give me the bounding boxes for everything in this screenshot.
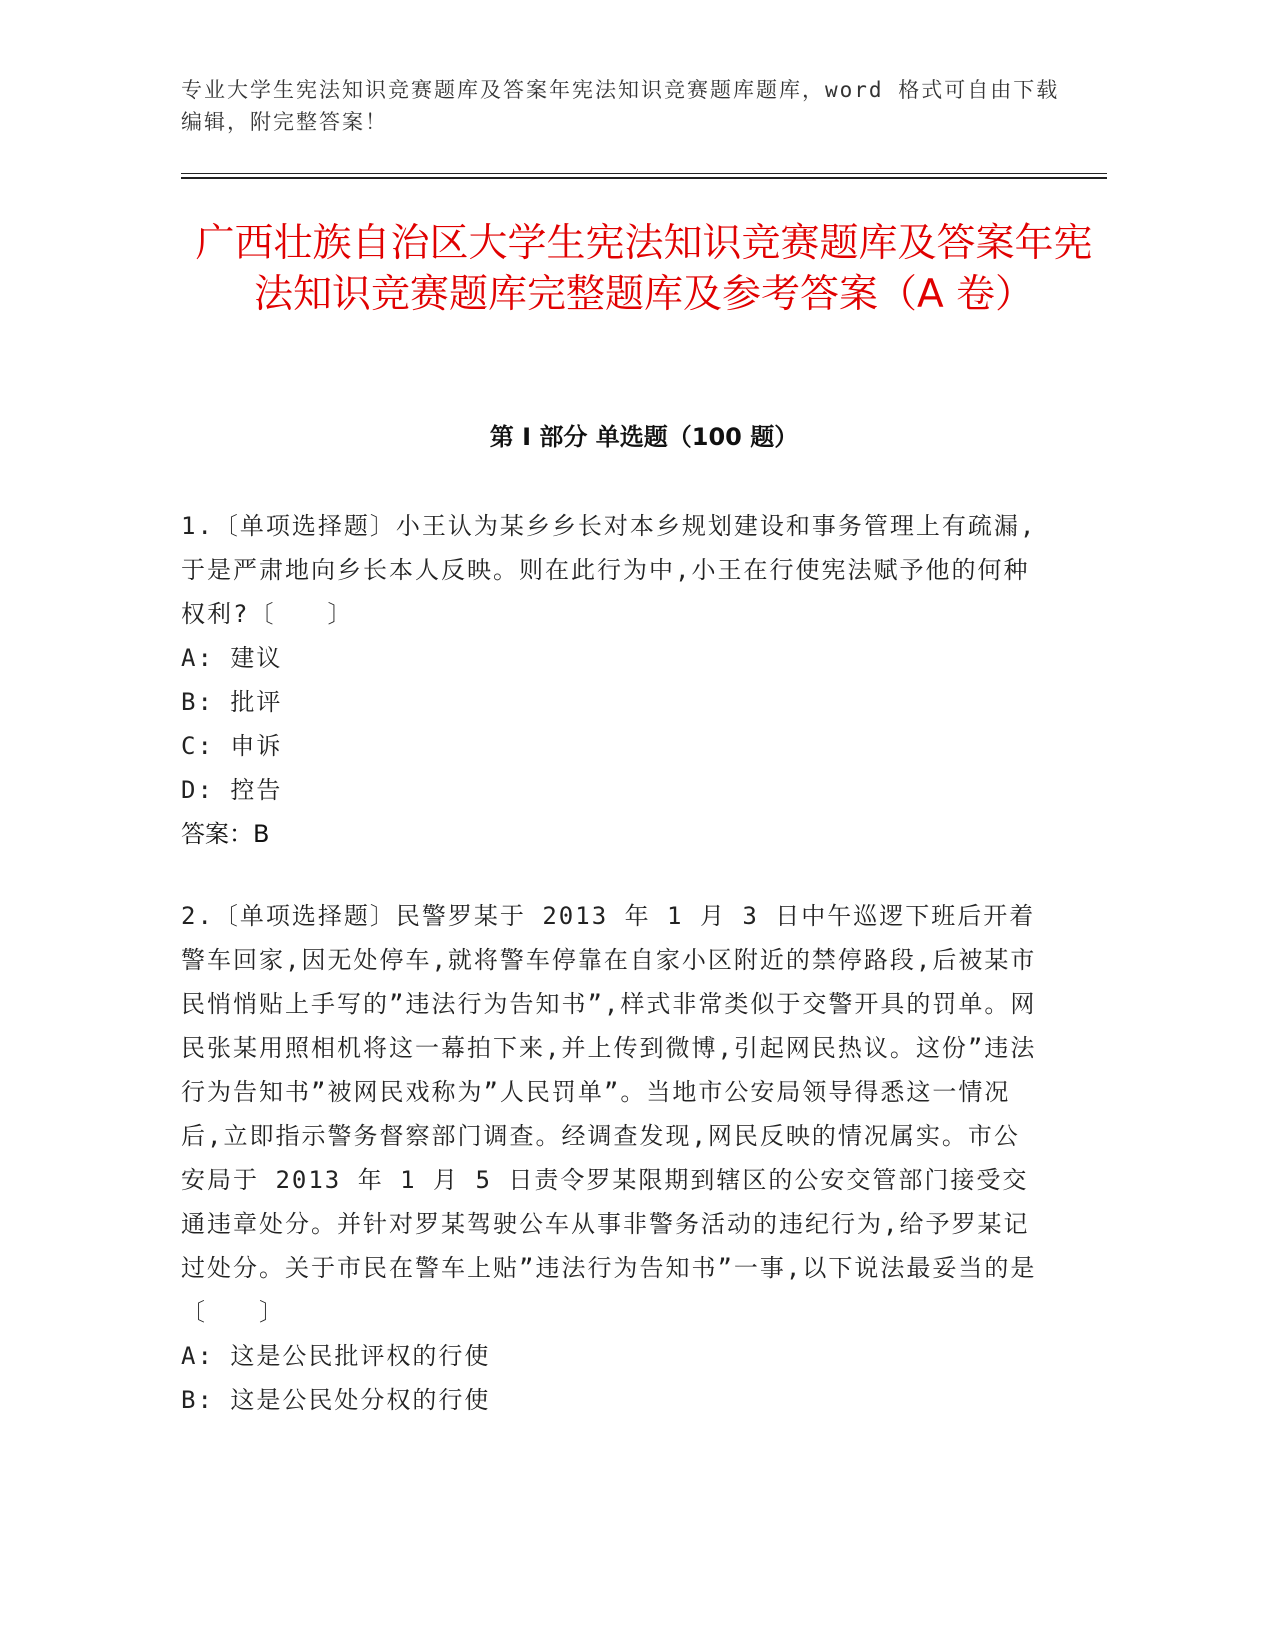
- question-text: 1.〔单项选择题〕小王认为某乡乡长对本乡规划建设和事务管理上有疏漏,于是严肃地向乡长本人反映。则在此行为中,小王在行使宪法赋予他的何种权利?〔 〕: [181, 512, 1037, 628]
- section-title: 第 I 部分 单选题（100 题）: [489, 423, 799, 451]
- option-text: 建议: [230, 644, 283, 672]
- option-c: [181, 724, 1041, 768]
- option-label: A:: [181, 1342, 214, 1370]
- option-label: B:: [181, 688, 214, 716]
- option-text: 申诉: [230, 732, 283, 760]
- option-a: [181, 636, 1041, 680]
- option-label: B:: [181, 1386, 214, 1414]
- question-2: [181, 894, 1041, 1422]
- answer-line: 答案：B: [181, 820, 270, 848]
- option-b: [181, 1378, 1041, 1422]
- option-text: 这是公民处分权的行使: [230, 1386, 491, 1414]
- document-title: 广西壮族自治区大学生宪法知识竞赛题库及答案年宪法知识竞赛题库完整题库及参考答案（A 卷）: [195, 221, 1093, 317]
- option-b: [181, 680, 1041, 724]
- option-text: 控告: [230, 776, 283, 804]
- option-label: C:: [181, 732, 214, 760]
- option-a: [181, 1334, 1041, 1378]
- question-1: [181, 504, 1041, 856]
- option-d: [181, 768, 1041, 812]
- option-text: 批评: [230, 688, 283, 716]
- option-label: A:: [181, 644, 214, 672]
- header-note: 专业大学生宪法知识竞赛题库及答案年宪法知识竞赛题库题库，word 格式可自由下载编辑，附完整答案！: [181, 78, 1060, 134]
- question-text: 2.〔单项选择题〕民警罗某于 2013 年 1 月 3 日中午巡逻下班后开着警车回家,因无处停车,就将警车停靠在自家小区附近的禁停路段,后被某市民悄悄贴上手写的”违法行为告知书”,样式非常类似于交警开具的罚单。网民张某用照相机将这一幕拍下来,并上传到微博,引起网民热议。这份”违法行为告知书”被网民戏称为”人民罚单”。当地市公安局领导得悉这一情况后,立即指示警务督察部门调查。经调查发现,网民反映的情况属实。市公安局于 2013 年 1 月 5 日责令罗某限期到辖区的公安交管部门接受交通违章处分。并针对罗某驾驶公车从事非警务活动的违纪行为,给予罗某记过处分。关于市民在警车上贴”违法行为告知书”一事,以下说法最妥当的是〔 〕: [181, 902, 1037, 1326]
- option-label: D:: [181, 776, 214, 804]
- header-divider-thin: [181, 173, 1107, 174]
- option-text: 这是公民批评权的行使: [230, 1342, 491, 1370]
- header-divider-thick: [181, 177, 1107, 179]
